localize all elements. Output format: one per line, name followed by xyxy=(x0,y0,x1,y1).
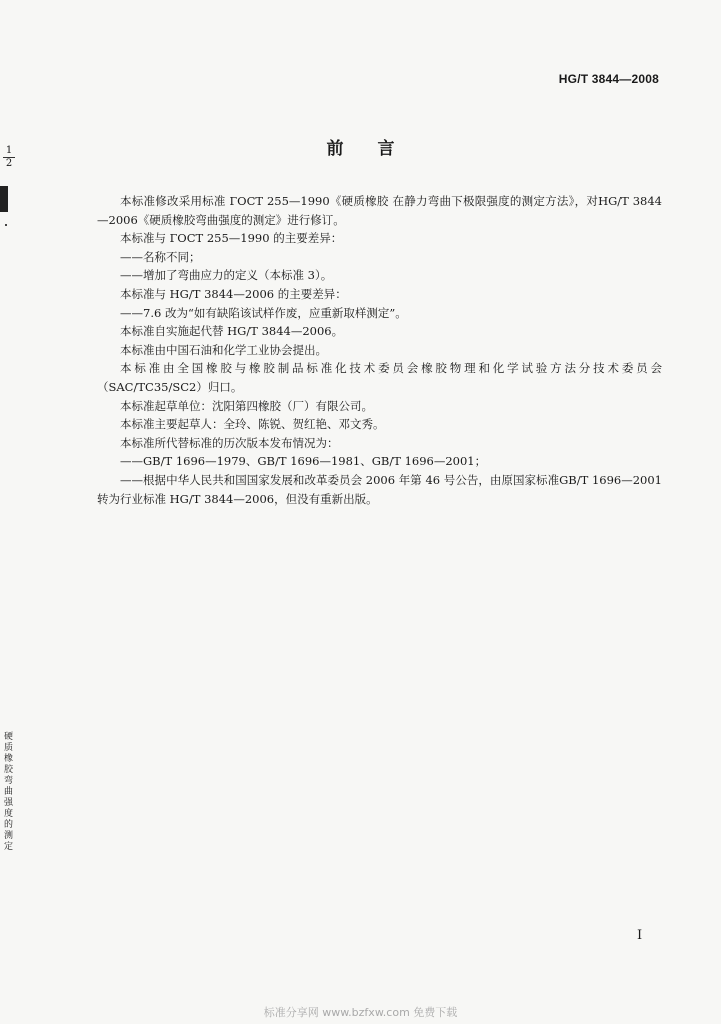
margin-mark xyxy=(5,224,7,226)
paragraph-7: 本标准自实施起代替 HG/T 3844—2006。 xyxy=(120,324,344,339)
margin-black-bar xyxy=(0,186,8,212)
paragraph-10: 本标准起草单位：沈阳第四橡胶（厂）有限公司。 xyxy=(120,398,373,413)
list-item: ——根据中华人民共和国国家发展和改革委员会 2006 年第 46 号公告，由原国家标准GB/T 1696—2001 转为行业标准 HG/T 3844—2006，但没有重新出版。 xyxy=(97,472,662,506)
list-item: ——增加了弯曲应力的定义（本标准 3）。 xyxy=(120,268,333,283)
paragraph-5: 本标准与 HG/T 3844—2006 的主要差异： xyxy=(120,286,347,301)
paragraph-8: 本标准由中国石油和化学工业协会提出。 xyxy=(120,342,327,357)
paragraph-11: 本标准主要起草人：全玲、陈锐、贺红艳、邓文秀。 xyxy=(120,417,385,432)
spine-title: 硬质橡胶弯曲强度的测定 xyxy=(3,732,13,852)
paragraph-9: 本标准由全国橡胶与橡胶制品标准化技术委员会橡胶物理和化学试验方法分技术委员会（SAC/TC35/SC2）归口。 xyxy=(97,361,662,394)
page-title: 前言 xyxy=(326,139,429,159)
list-item: ——GB/T 1696—1979、GB/T 1696—1981、GB/T 1696—2001； xyxy=(120,454,487,469)
paragraph-12: 本标准所代替标准的历次版本发布情况为： xyxy=(120,435,339,450)
watermark: 标准分享网 www.bzfxw.com 免费下载 xyxy=(263,1006,458,1019)
paragraph-2: 本标准与 ГОСТ 255—1990 的主要差异： xyxy=(120,231,343,246)
page-number: I xyxy=(637,928,643,943)
fraction-numerator: 1 xyxy=(3,146,15,158)
fraction-denominator: 2 xyxy=(5,158,13,169)
list-item: ——7.6 改为“如有缺陷该试样作废，应重新取样测定”。 xyxy=(120,305,407,320)
paragraph-1: 本标准修改采用标准 ГОСТ 255—1990《硬质橡胶 在静力弯曲下极限强度的测定方法》，对HG/T 3844—2006《硬质橡胶弯曲强度的测定》进行修订。 xyxy=(97,194,662,227)
list-item: ——名称不同； xyxy=(120,249,201,264)
foreword-body xyxy=(97,192,662,508)
document-code: HG/T 3844—2008 xyxy=(558,72,659,86)
